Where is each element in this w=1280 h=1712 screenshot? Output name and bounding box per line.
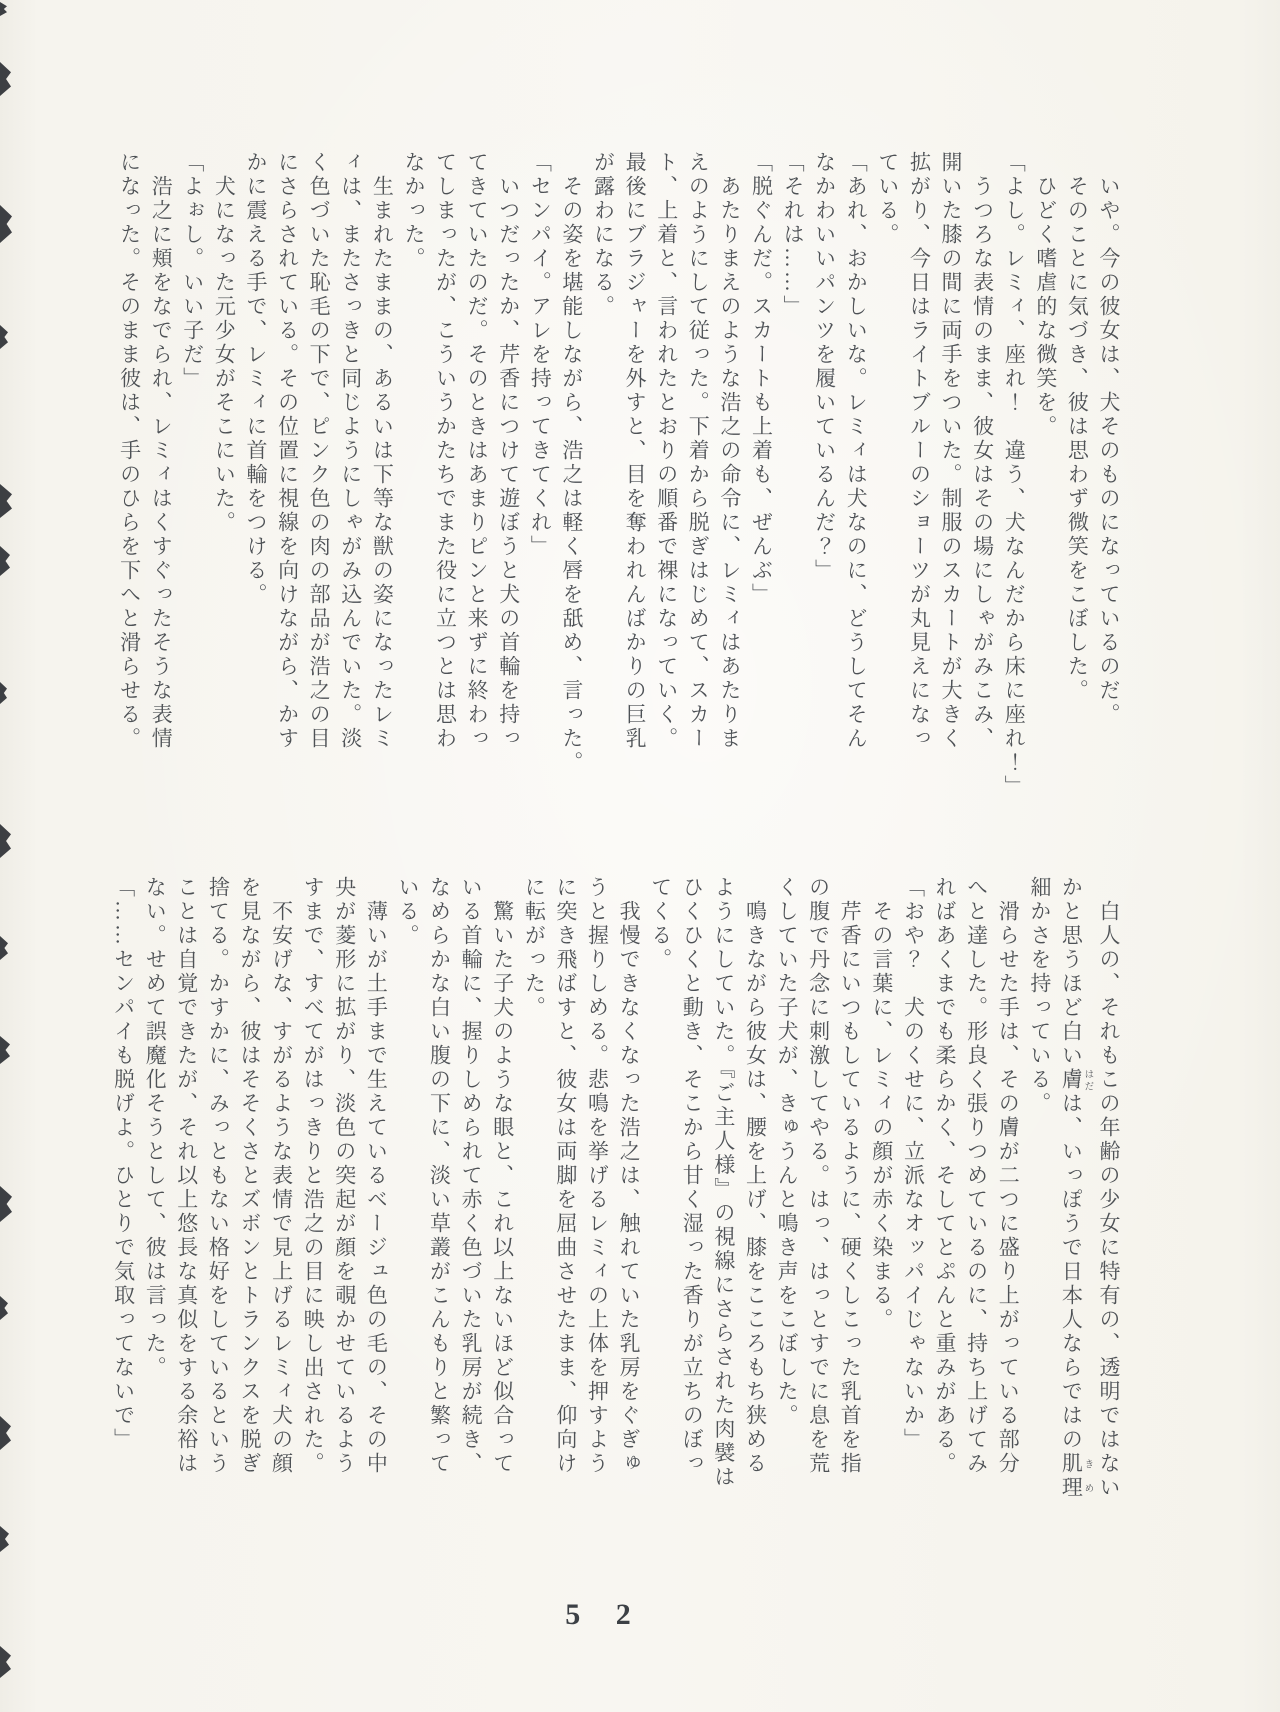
text-column: ト、上着と、言われたとおりの順番で裸になっていく。 xyxy=(654,151,679,751)
text-column: の腹で丹念に刺激してやる。はっ、はっとすでに息を荒 xyxy=(806,876,831,1476)
text-column: 細かさを持っている。 xyxy=(1027,876,1052,1116)
text-column: なかった。 xyxy=(401,151,426,271)
text-column: 「あれ、おかしいな。レミィは犬なのに、どうしてそん xyxy=(844,151,869,751)
text-column: その言葉に、レミィの顔が赤く染まる。 xyxy=(869,876,894,1332)
text-column: なかわいいパンツを履いているんだ？」 xyxy=(812,151,837,583)
text-column: 驚いた子犬のような眼と、これ以上ないほど似合って xyxy=(490,876,515,1476)
scan-artifact-mark xyxy=(0,1296,8,1320)
text-column: ィは、またさっきと同じようにしゃがみ込んでいた。淡 xyxy=(338,151,363,751)
scan-artifact-mark xyxy=(0,936,8,960)
text-column: えのようにして従った。下着から脱ぎはじめて、スカー xyxy=(686,151,711,751)
text-column: てくる。 xyxy=(648,876,673,972)
text-column: 浩之に頬をなでられ、レミィはくすぐったそうな表情 xyxy=(149,151,174,751)
text-column: 薄いが土手まで生えているベージュ色の毛の、その中 xyxy=(364,876,389,1476)
top-text-block xyxy=(113,151,1124,811)
scan-artifact-mark xyxy=(0,484,12,518)
text-column: 開いた膝の間に両手をついた。制服のスカートが大きく xyxy=(939,151,964,751)
text-column: 「……センパイも脱げよ。ひとりで気取ってないで」 xyxy=(111,876,136,1452)
text-column: ればあくまでも柔らかく、そしてとぷんと重みがある。 xyxy=(933,876,958,1476)
text-column: に転がった。 xyxy=(522,876,547,1020)
text-column: てしまったが、こういうかたちでまた役に立つとは思わ xyxy=(433,151,458,751)
text-column: ている。 xyxy=(875,151,900,247)
page-number: 5 2 xyxy=(565,1598,645,1631)
text-column: にさらされている。その位置に視線を向けながら、かす xyxy=(275,151,300,751)
text-column: うつろな表情のまま、彼女はその場にしゃがみこみ、 xyxy=(970,151,995,751)
ruby-annotated-word: 肌理 きめ xyxy=(1059,1452,1093,1500)
scan-artifact-mark xyxy=(0,1036,10,1064)
text-column: 犬になった元少女がそこにいた。 xyxy=(212,151,237,535)
text-column: そのことに気づき、彼は思わず微笑をこぼした。 xyxy=(1065,151,1090,703)
text-column: ない。せめて誤魔化そうとして、彼は言った。 xyxy=(143,876,168,1380)
text-column: 「脱ぐんだ。スカートも上着も、ぜんぶ」 xyxy=(749,151,774,607)
text-column: が露わになる。 xyxy=(591,151,616,319)
scan-artifact-mark xyxy=(0,205,12,243)
text-column: 捨てる。かすかに、みっともない格好をしているという xyxy=(206,876,231,1476)
text-column: 拡がり、今日はライトブルーのショーツが丸見えになっ xyxy=(907,151,932,751)
text-column: に突き飛ばすと、彼女は両脚を屈曲させたまま、仰向け xyxy=(553,876,578,1476)
text-column: なめらかな白い腹の下に、淡い草叢がこんもりと繁って xyxy=(427,876,452,1476)
scan-artifact-mark xyxy=(0,1416,11,1450)
scan-artifact-mark xyxy=(0,824,11,858)
text-column: てきていたのだ。そのときはあまりピンと来ずに終わっ xyxy=(465,151,490,751)
text-column: 我慢できなくなった浩之は、触れていた乳房をぐぎゅ xyxy=(617,876,642,1476)
scan-artifact-mark xyxy=(0,2,7,16)
text-column: 芹香にいつもしているように、硬くしこった乳首を指 xyxy=(838,876,863,1476)
text-column: いる首輪に、握りしめられて赤く色づいた乳房が続き、 xyxy=(459,876,484,1476)
text-column: へと達した。形良く張りつめているのに、持ち上げてみ xyxy=(964,876,989,1476)
text-column: ひくひくと動き、そこから甘く湿った香りが立ちのぼっ xyxy=(680,876,705,1476)
text-column: かと思うほど白い膚 はだは、いっぽうで日本人ならではの肌理 きめ xyxy=(1059,876,1093,1500)
scan-artifact-mark xyxy=(0,325,8,349)
scan-artifact-mark xyxy=(0,546,10,576)
text-column: ひどく嗜虐的な微笑を。 xyxy=(1033,151,1058,439)
text-column: 央が菱形に拡がり、淡色の突起が顔を覗かせているよう xyxy=(332,876,357,1476)
text-column: 最後にブラジャーを外すと、目を奪われんばかりの巨乳 xyxy=(623,151,648,751)
text-column: いつだったか、芹香につけて遊ぼうと犬の首輪を持っ xyxy=(496,151,521,751)
text-column: 「よぉし。いい子だ」 xyxy=(180,151,205,391)
text-column: ようにしていた。『ご主人様』の視線にさらされた肉襞は xyxy=(711,876,736,1490)
text-column: く色づいた恥毛の下で、ピンク色の肉の部品が浩之の目 xyxy=(307,151,332,751)
text-column: その姿を堪能しながら、浩之は軽く唇を舐め、言った。 xyxy=(559,151,584,775)
text-column: うと握りしめる。悲鳴を挙げるレミィの上体を押すよう xyxy=(585,876,610,1476)
text-column: くしていた子犬が、きゅうんと鳴き声をこぼした。 xyxy=(775,876,800,1428)
text-column: かに震える手で、レミィに首輪をつける。 xyxy=(243,151,268,607)
scan-artifact-mark xyxy=(0,682,7,704)
text-column: ことは自覚できたが、それ以上悠長な真似をする余裕は xyxy=(174,876,199,1476)
text-column: 「それは……」 xyxy=(781,151,806,319)
text-column: 「センパイ。アレを持ってきてくれ」 xyxy=(528,151,553,559)
scan-artifact-mark xyxy=(0,1186,12,1222)
bottom-text-block xyxy=(107,876,1124,1566)
text-column: 「よし。レミィ、座れ！ 違う、犬なんだから床に座れ！」 xyxy=(1002,151,1027,799)
text-column: いる。 xyxy=(395,876,420,948)
text-column: 滑らせた手は、その膚が二つに盛り上がっている部分 xyxy=(996,876,1021,1476)
text-column: 生まれたままの、あるいは下等な獣の姿になったレミ xyxy=(370,151,395,751)
text-column: 白人の、それもこの年齢の少女に特有の、透明ではない xyxy=(1097,876,1121,1500)
text-column: 「おや？ 犬のくせに、立派なオッパイじゃないか」 xyxy=(901,876,926,1452)
text-column: あたりまえのような浩之の命令に、レミィはあたりま xyxy=(717,151,742,751)
ruby-annotated-word: 膚 はだ xyxy=(1059,1068,1093,1092)
text-column: 鳴きながら彼女は、腰を上げ、膝をこころもち狭める xyxy=(743,876,768,1476)
text-column: になった。そのまま彼は、手のひらを下へと滑らせる。 xyxy=(117,151,142,751)
text-column: いや。今の彼女は、犬そのものになっているのだ。 xyxy=(1097,151,1121,727)
scan-artifact-mark xyxy=(0,1526,9,1552)
text-column: すまで、すべてがはっきりと浩之の目に映し出された。 xyxy=(301,876,326,1476)
scan-artifact-mark xyxy=(0,1646,11,1678)
text-column: を見ながら、彼はそそくさとズボンとトランクスを脱ぎ xyxy=(237,876,262,1476)
text-column: 不安げな、すがるような表情で見上げるレミィ犬の顔 xyxy=(269,876,294,1476)
scan-artifact-mark xyxy=(0,62,11,96)
